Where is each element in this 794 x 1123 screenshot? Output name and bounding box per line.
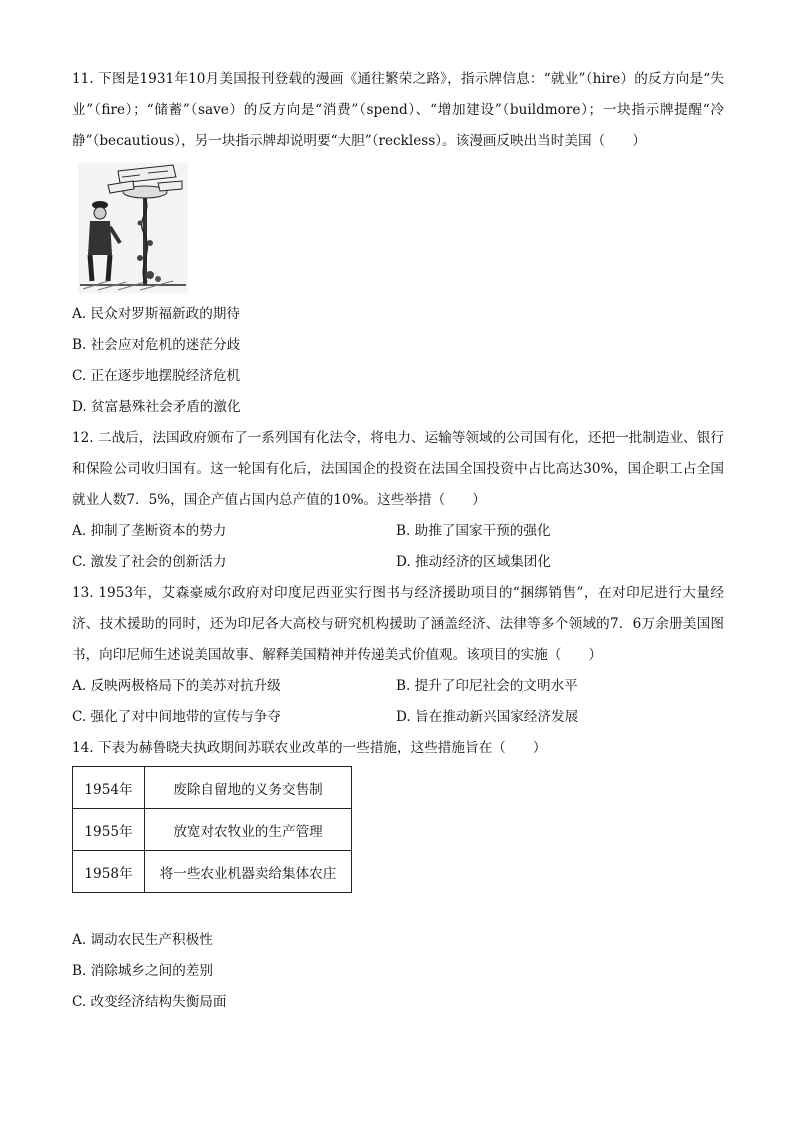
- table-cell-year: 1954年: [73, 767, 145, 809]
- exam-page: [72, 64, 724, 1018]
- question-13-stem: 13. 1953年，艾森豪威尔政府对印度尼西亚实行图书与经济援助项目的“捆绑销售”，在对印尼进行大量经济、技术援助的同时，还为印尼各大高校与研究机构援助了涵盖经济、法律等多个领域的7．6万余册美国图书，向印尼师生述说美国故事、解释美国精神并传递美式价值观。该项目的实施（ ）: [72, 585, 724, 663]
- question-11-stem: 11. 下图是1931年10月美国报刊登载的漫画《通往繁荣之路》，指示牌信息：“就业”（hire）的反方向是“失业”（fire）；“储蓄”（save）的反方向是“消费”（spend）、“增加建设”（buildmore）；一块指示牌提醒“冷静”（becautious），另一块指示牌却说明要“大胆”（reckless）。该漫画反映出当时美国（ ）: [72, 71, 724, 149]
- q13-option-c[interactable]: C. 强化了对中间地带的宣传与争夺: [72, 709, 281, 725]
- q12-option-a[interactable]: A. 抑制了垄断资本的势力: [72, 523, 227, 539]
- q14-option-b[interactable]: B. 消除城乡之间的差别: [72, 963, 213, 979]
- q11-option-b[interactable]: B. 社会应对危机的迷茫分歧: [72, 337, 241, 353]
- table-cell-measure: 废除自留地的义务交售制: [145, 767, 352, 809]
- table-row: [73, 767, 352, 809]
- q12-options: [72, 516, 724, 578]
- road-to-prosperity-cartoon: [78, 163, 188, 293]
- table-row: [73, 851, 352, 893]
- question-14-stem: 14. 下表为赫鲁晓夫执政期间苏联农业改革的一些措施，这些措施旨在（ ）: [72, 740, 547, 756]
- question-12-stem: 12. 二战后，法国政府颁布了一系列国有化法令，将电力、运输等领域的公司国有化，还把一批制造业、银行和保险公司收归国有。这一轮国有化后，法国国企的投资在法国全国投资中占比高达30%，国企职工占全国就业人数7．5%，国企产值占国内总产值的10%。这些举措（ ）: [72, 430, 724, 508]
- q12-option-d[interactable]: D. 推动经济的区域集团化: [396, 554, 551, 570]
- reform-measures-table: [72, 766, 352, 893]
- q13-option-d[interactable]: D. 旨在推动新兴国家经济发展: [396, 709, 579, 725]
- table-cell-measure: 放宽对农牧业的生产管理: [145, 809, 352, 851]
- q12-option-c[interactable]: C. 激发了社会的创新活力: [72, 554, 227, 570]
- table-cell-year: 1955年: [73, 809, 145, 851]
- q13-options: [72, 671, 724, 733]
- table-cell-measure: 将一些农业机器卖给集体农庄: [145, 851, 352, 893]
- q14-option-a[interactable]: A. 调动农民生产积极性: [72, 932, 213, 948]
- q12-option-b[interactable]: B. 助推了国家干预的强化: [396, 523, 551, 539]
- q13-option-a[interactable]: A. 反映两极格局下的美苏对抗升级: [72, 678, 281, 694]
- table-row: [73, 809, 352, 851]
- q14-option-c[interactable]: C. 改变经济结构失衡局面: [72, 994, 227, 1010]
- q11-option-d[interactable]: D. 贫富悬殊社会矛盾的激化: [72, 399, 241, 415]
- q13-option-b[interactable]: B. 提升了印尼社会的文明水平: [396, 678, 578, 694]
- q11-option-c[interactable]: C. 正在逐步地摆脱经济危机: [72, 368, 241, 384]
- q11-option-a[interactable]: A. 民众对罗斯福新政的期待: [72, 306, 240, 322]
- table-cell-year: 1958年: [73, 851, 145, 893]
